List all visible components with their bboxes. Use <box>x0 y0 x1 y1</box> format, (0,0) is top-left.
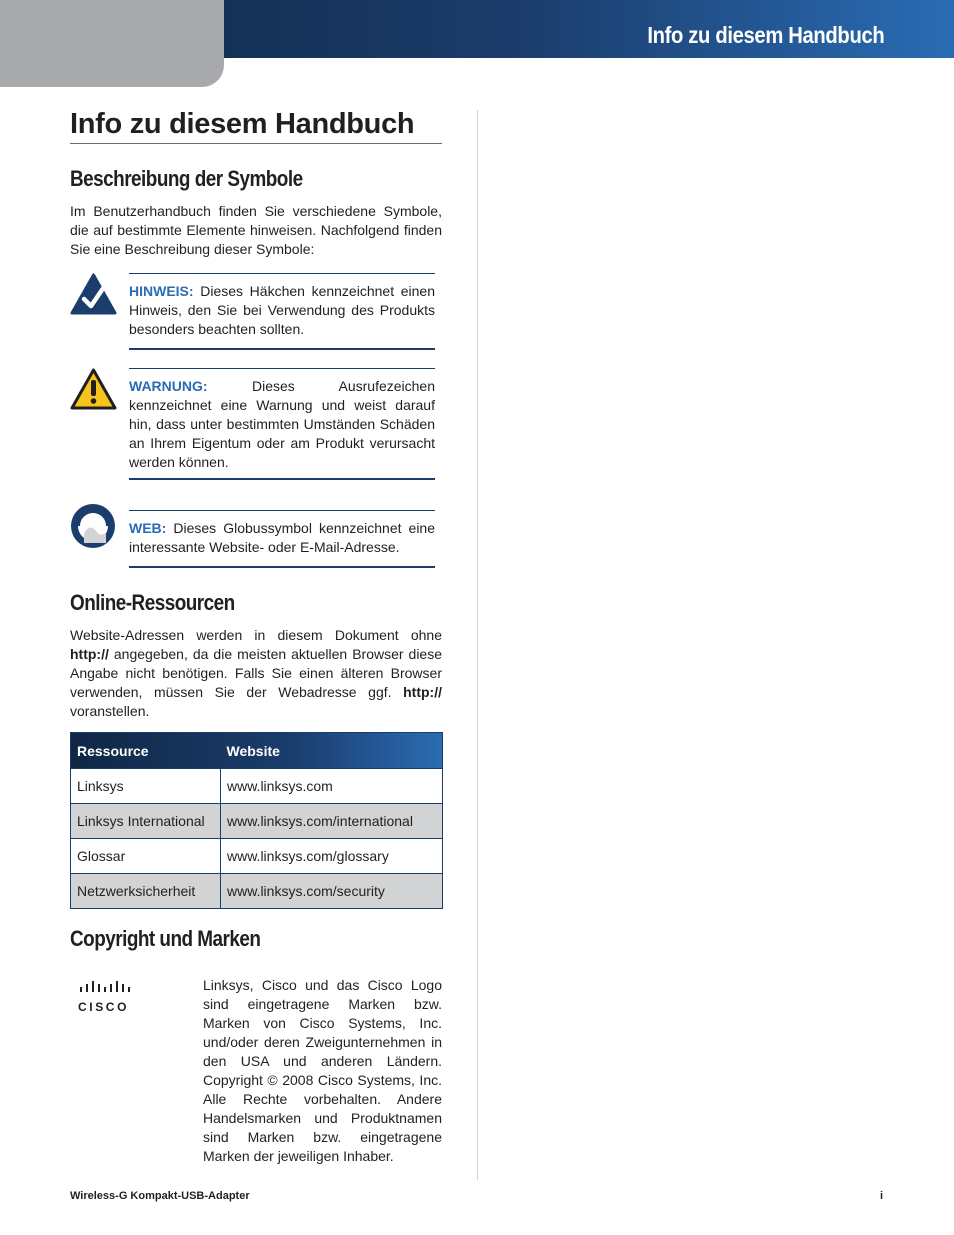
table-header-row <box>71 733 443 769</box>
cisco-logo-text: CISCO <box>78 1000 130 1014</box>
note-web <box>129 510 435 568</box>
column-divider <box>477 110 478 1180</box>
note-web-label: WEB: <box>129 520 167 536</box>
table-cell-resource: Linksys International <box>71 804 221 839</box>
table-cell-website[interactable]: www.linksys.com/glossary <box>221 839 443 874</box>
resources-table <box>70 732 443 909</box>
note-warnung-label: WARNUNG: <box>129 378 208 394</box>
online-http-1: http:// <box>70 646 109 662</box>
note-web-text: Dieses Globussymbol kennzeichnet eine interessante Website- oder E-Mail-Adresse. <box>129 520 436 555</box>
table-header-resource: Ressource <box>77 742 149 759</box>
online-text-part-3: voranstellen. <box>70 703 150 719</box>
table-row <box>71 804 443 839</box>
online-text <box>70 626 442 721</box>
cisco-bars-icon <box>78 980 130 994</box>
checkmark-icon <box>70 273 117 315</box>
table-row <box>71 769 443 804</box>
warning-icon <box>70 368 117 410</box>
symbols-heading: Beschreibung der Symbole <box>70 166 303 191</box>
header-title: Info zu diesem Handbuch <box>646 22 884 48</box>
symbols-intro: Im Benutzerhandbuch finden Sie verschiedene Symbole, die auf bestimmte Elemente hinweisen. Nachfolgend finden Sie eine Beschreibung dieser Symbole: <box>70 203 442 257</box>
note-hinweis-text: Dieses Häkchen kennzeichnet einen Hinweis, den Sie bei Verwendung des Produkts besonders beachten sollten. <box>129 283 435 337</box>
online-text-part-2: angegeben, da die meisten aktuellen Browser diese Angabe nicht benötigen. Falls Sie einen älteren Browser verwenden, müssen Sie der Webadresse ggf. <box>70 646 443 700</box>
header-tab <box>0 0 224 87</box>
table-row <box>71 874 443 909</box>
table-cell-website[interactable]: www.linksys.com/security <box>221 874 443 909</box>
table-row <box>71 839 443 874</box>
online-http-2: http:// <box>403 684 442 700</box>
table-cell-website[interactable]: www.linksys.com/international <box>221 804 443 839</box>
online-text-part-1: Website-Adressen werden in diesem Dokument ohne <box>70 627 442 643</box>
cisco-logo <box>78 980 142 1014</box>
table-cell-resource: Netzwerksicherheit <box>71 874 221 909</box>
globe-icon <box>70 503 116 549</box>
table-cell-website[interactable]: www.linksys.com <box>221 769 443 804</box>
footer-product: Wireless-G Kompakt-USB-Adapter <box>70 1190 250 1202</box>
table-header-website: Website <box>226 742 280 759</box>
online-heading: Online-Ressourcen <box>70 590 235 615</box>
note-warnung-text: Dieses Ausrufezeichen kennzeichnet eine Warnung und weist darauf hin, dass unter bestimmten Umständen Schäden an Ihrem Eigentum oder am Produkt verursacht werden können. <box>129 378 435 470</box>
note-hinweis-label: HINWEIS: <box>129 283 194 299</box>
main-column <box>70 108 443 1164</box>
copyright-heading: Copyright und Marken <box>70 926 261 951</box>
footer-page-number: i <box>880 1190 884 1202</box>
page-title: Info zu diesem Handbuch <box>70 108 442 144</box>
table-cell-resource: Linksys <box>71 769 221 804</box>
copyright-text: Linksys, Cisco und das Cisco Logo sind eingetragene Marken bzw. Marken von Cisco Systems, Inc. und/oder deren Zweigunternehmen in den USA und anderen Ländern. Copyright © 2008 Cisco Systems, Inc. Alle Rechte vorbehalten. Andere Handelsmarken und Produktnamen sind Marken bzw. eingetragene Marken der jeweiligen Inhaber. <box>203 977 442 1164</box>
table-cell-resource: Glossar <box>71 839 221 874</box>
note-warnung <box>129 368 435 480</box>
note-hinweis <box>129 273 435 350</box>
